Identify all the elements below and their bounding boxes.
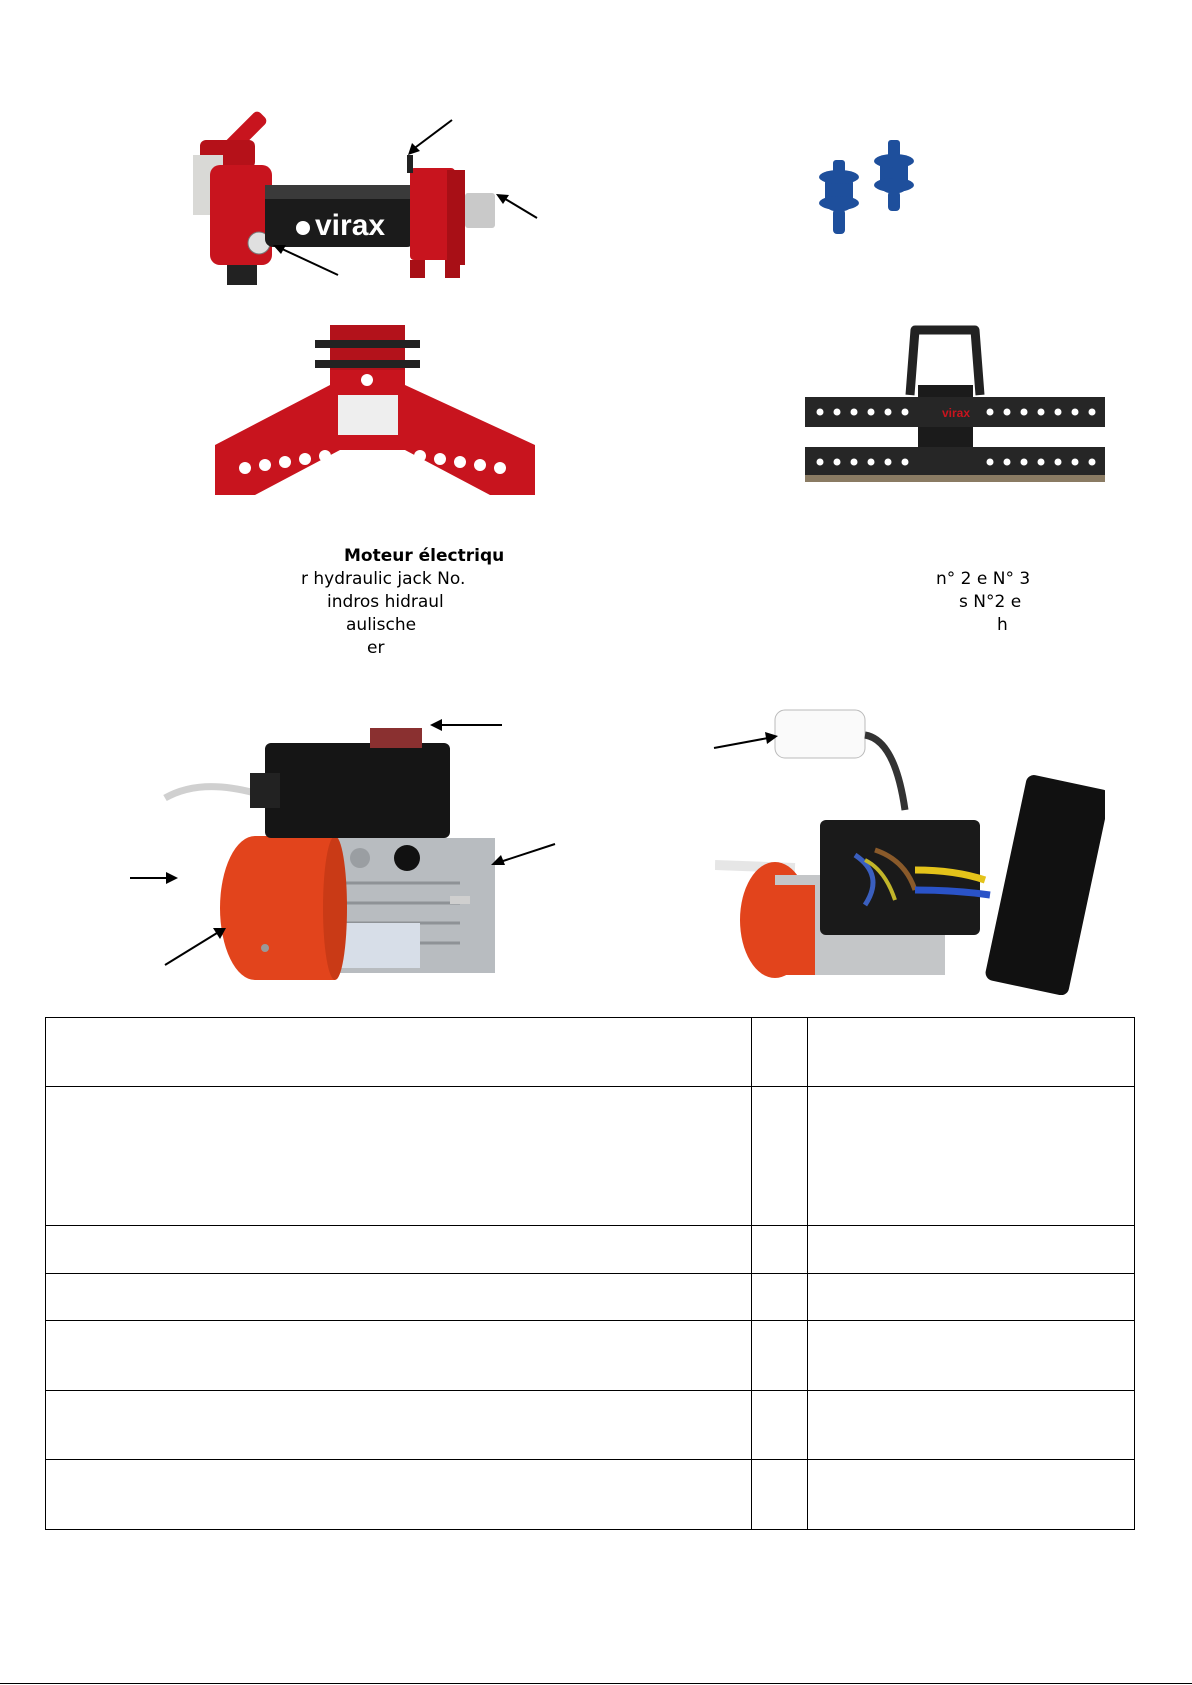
table-cell-reference — [808, 1321, 1135, 1391]
arrow-icon — [712, 730, 780, 752]
page-bottom-rule — [0, 1683, 1192, 1684]
table-cell-description — [46, 1460, 752, 1530]
table-cell-description — [46, 1321, 752, 1391]
motor-caption-line: r hydraulic jack No. — [301, 569, 466, 589]
right-caption-line: n° 2 e N° 3 — [936, 569, 1031, 589]
table-row — [46, 1460, 1135, 1530]
arrow-icon — [488, 840, 558, 870]
motor-caption-title: Moteur électriqu — [344, 546, 505, 566]
hydraulic-jack-figure — [185, 80, 545, 305]
table-row — [46, 1087, 1135, 1226]
arrow-icon — [492, 190, 542, 225]
table-cell-reference — [808, 1226, 1135, 1274]
table-cell-reference — [808, 1391, 1135, 1460]
motor-caption-line: er — [367, 638, 385, 658]
motor-caption-line: aulische — [346, 615, 417, 635]
table-cell-description — [46, 1391, 752, 1460]
table-cell-description — [46, 1018, 752, 1087]
support-rack-figure — [800, 325, 1110, 500]
table-row — [46, 1321, 1135, 1391]
table-cell-reference — [808, 1087, 1135, 1226]
arrow-icon — [428, 717, 504, 733]
arrow-icon — [128, 870, 180, 886]
table-row — [46, 1226, 1135, 1274]
table-cell-quantity — [752, 1391, 808, 1460]
virax-logo: virax — [315, 209, 386, 242]
bending-former-figure — [210, 325, 540, 500]
right-caption-line: h — [997, 615, 1008, 635]
table-cell-reference — [808, 1274, 1135, 1321]
table-cell-quantity — [752, 1321, 808, 1391]
table-row — [46, 1391, 1135, 1460]
table-cell-reference — [808, 1460, 1135, 1530]
right-caption-line: s N°2 e — [959, 592, 1022, 612]
virax-small-logo: virax — [942, 406, 971, 420]
parts-table — [45, 1017, 1135, 1530]
table-cell-quantity — [752, 1226, 808, 1274]
blue-plugs-figure — [810, 135, 940, 245]
arrow-icon — [162, 925, 230, 969]
table-row — [46, 1018, 1135, 1087]
table-cell-description — [46, 1226, 752, 1274]
table-cell-quantity — [752, 1018, 808, 1087]
table-cell-quantity — [752, 1274, 808, 1321]
table-cell-quantity — [752, 1087, 808, 1226]
table-row — [46, 1274, 1135, 1321]
table-cell-reference — [808, 1018, 1135, 1087]
table-cell-quantity — [752, 1460, 808, 1530]
table-cell-description — [46, 1087, 752, 1226]
motor-caption-line: indros hidraul — [327, 592, 444, 612]
table-cell-description — [46, 1274, 752, 1321]
arrow-icon — [400, 115, 460, 160]
arrow-icon — [268, 242, 343, 282]
